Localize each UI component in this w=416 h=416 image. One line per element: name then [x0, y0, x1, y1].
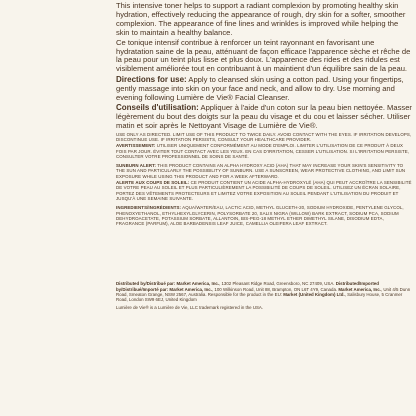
directions-english — [116, 76, 412, 103]
sunburn-alert-french-text: CE PRODUIT CONTIENT UN ACIDE ALPHA-HYDROXYLÉ (AHA) QUI PEUT ACCROÎTRE LA SENSIBILITÉ DE VOTRE PEAU AU SOLEIL ET PLUS PARTICULIÈREMENT LA POSSIBILITÉ DE COUPS DE SOLEIL. UTILISEZ UN ÉCRAN SOLAIRE, PORTEZ DES VÊTEMENTS PROTECTEURS ET LIMITEZ VOTRE EXPOSITION AU SOLEIL PENDANT L'UTILISATION DU PRODUIT ET JUSQU'À UNE SEMAINE SUIVANTE. — [116, 180, 412, 201]
distributor-text-3: , Unit 4/5 Dunn Road, Smeaton Grange, NSW 2567, Australia. Responsible for the product in the EU: — [116, 286, 411, 298]
label-text-column — [116, 2, 412, 310]
ingredients — [116, 205, 412, 226]
warning-english: USE ONLY AS DIRECTED. LIMIT USE OF THIS PRODUCT TO TWICE DAILY. AVOID CONTACT WITH THE EYES. IF IRRITATION DEVELOPS, DISCONTINUE USE. IF IRRITATION PERSISTS, CONSULT YOUR HEALTHCARE PROVIDER. — [116, 131, 412, 142]
sunburn-alert-french-label: ALERTE AUX COUPS DE SOLEIL: — [116, 180, 190, 186]
sunburn-alert-label: SUNBURN ALERT: — [116, 163, 157, 169]
warning-french — [116, 143, 412, 159]
directions-french — [116, 104, 412, 131]
distributor-text-1: , 1302 Pleasant Ridge Road, Greensboro, NC 27409, USA. — [219, 281, 335, 287]
warning-french-label: AVERTISSEMENT: — [116, 143, 156, 149]
directions-text-english: Apply to cleansed skin using a cotton pad. Using your fingertips, gently massage into skin on your face and neck, and allow to dry. Use morning and evening following Lumière de Vie® Facial Cleanser. — [116, 75, 404, 103]
sunburn-alert-french — [116, 180, 412, 201]
directions-title-english: Directions for use: — [116, 75, 187, 85]
sunburn-alert-english — [116, 163, 412, 179]
distributor-label-3: Market America, Inc. — [338, 286, 381, 292]
distributor-info — [116, 281, 412, 302]
intro-english: This intensive toner helps to support a radiant complexion by promoting healthy skin hydration, effectively reducing the appearance of rough, dry skin for a softer, smoother complexion. The appearance of fine lines and wrinkles is improved while helping the skin to maintain a healthy balance. — [116, 1, 406, 37]
distributor-label-4: Market (United Kingdom) Ltd. — [283, 292, 345, 298]
trademark-notice: Lumière de Vie® is a Lumière de Vie, LLC trademark registered in the USA. — [116, 304, 264, 310]
distributor-label-1: Distributed by/Distribué par: Market America, Inc. — [116, 281, 220, 287]
directions-title-french: Conseils d'utilisation: — [116, 102, 199, 112]
distributor-text-4: , Salisbury House, 5 Cranmer Road, London SW9 6EJ, United Kingdom — [116, 292, 403, 303]
warning-french-text: UTILISER UNIQUEMENT CONFORMÉMENT AU MODE D'EMPLOI. LIMITER L'UTILISATION DE CE PRODUIT À DEUX FOIS PAR JOUR. ÉVITER TOUT CONTACT AVEC LES YEUX. EN CAS D'IRRITATION, CESSER L'UTILISATION. SI L'IRRITATION PERSISTE, CONSULTER VOTRE PROFESSIONNEL DE SOINS DE SANTÉ. — [116, 143, 410, 159]
directions-text-french: Appliquer à l'aide d'un coton sur la peau bien nettoyée. Masser légèrement du bout des doigts sur la peau du visage et du cou et laisser sécher. Utiliser matin et soir après le Nettoyant Visage de Lumière de Vie®. — [116, 102, 412, 130]
distributor-label-2: Distributed/Imported by/Distribué/Importé par: Market America, Inc. — [116, 281, 379, 292]
sunburn-alert-text: THIS PRODUCT CONTAINS AN ALPHA HYDROXY ACID (AHA) THAT MAY INCREASE YOUR SKIN'S SENSITIVITY TO THE SUN AND PARTICULARLY THE POSSIBILITY OF SUNBURN. USE A SUNSCREEN, WEAR PROTECTIVE CLOTHING, AND LIMIT SUN EXPOSURE WHILE USING THIS PRODUCT AND FOR A WEEK AFTERWARD. — [116, 163, 406, 179]
ingredients-label: INGREDIENTS/INGRÉDIENTS: — [116, 205, 182, 211]
ingredients-text: AQUA/WATER/EAU, LACTIC ACID, METHYL GLUCETH-20, SODIUM HYDROXIDE, PENTYLENE GLYCOL, PHENOXYETHANOL, ETHYLHEXYLGLYCERIN, POLYSORBATE 20, SALIX NIGRA (WILLOW) BARK EXTRACT, SODIUM PCA, SODIUM DEHYDROACETATE, POTASSIUM SORBATE, ALLANTOIN, BIS-PEG-18 METHYL ETHER DIMETHYL SILANE, DISODIUM EDTA, FRAGRANCE (PARFUM), ALOE BARBADENSIS LEAF JUICE, CAMELLIA OLEIFERA LEAF EXTRACT. — [116, 205, 404, 227]
distributor-text-2: , 100 Wilkinson Road, Unit 88, Brampton, ON L6T 4Y9, Canada. — [211, 286, 338, 292]
intro-french: Ce tonique intensif contribue à renforcer un teint rayonnant en favorisant une hydratation saine de la peau, atténuant de façon efficace l'apparence sèche et rêche de la peau pour un teint plus lisse et plus doux. L'apparence des rides et des ridules est visiblement améliorée tout en contribuant à un maintient d'un équilibre sain de la peau. — [116, 37, 411, 74]
